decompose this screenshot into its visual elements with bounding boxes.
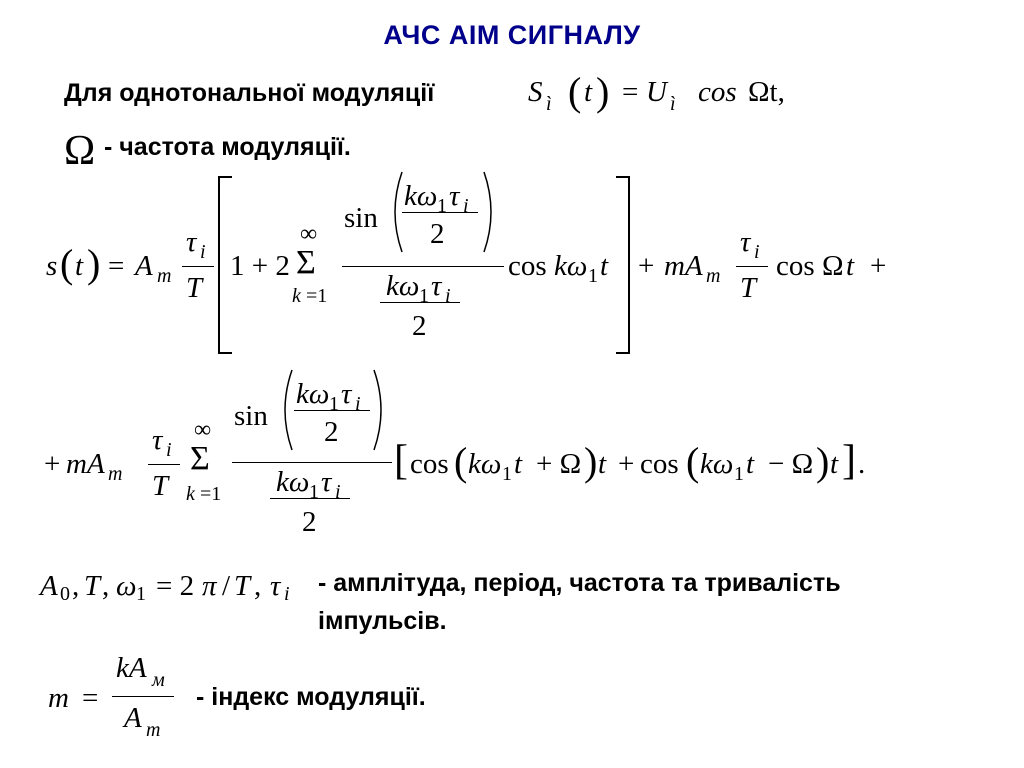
modulation-index-description: - індекс модуляції.	[196, 683, 426, 711]
omega-symbol: Ω	[64, 128, 96, 174]
single-tone-formula: S ì ( t ) = U ì cos Ωt,	[528, 69, 785, 115]
single-tone-label: Для однотональної модуляції	[64, 79, 435, 107]
signal-equation-line1: s ( t ) = A m τ i T 1 + 2 ∞ Σ k =1 sin kω 1 τ i 2 kω 1 τ i 2 cos kω 1 t + mA m τ i T cos Ω t +	[40, 168, 940, 358]
modulation-frequency-label: - частота модуляції.	[104, 133, 351, 161]
modulation-index-formula: m = kA м A m	[44, 646, 194, 746]
signal-equation-line2: + mA m τ i T ∞ Σ k =1 sin kω 1 τ i 2 kω 1 τ i 2 [ cos ( kω 1 t + Ω ) t + cos ( kω 1 t − Ω ) t ] .	[40, 368, 920, 548]
parameters-formula: A 0 , T , ω 1 = 2 π / T , τ i	[40, 570, 290, 605]
parameters-description-line1: - амплітуда, період, частота та тривалість	[318, 569, 841, 597]
slide-title: АЧС АІМ СИГНАЛУ	[383, 20, 641, 50]
parameters-description-line2: імпульсів.	[318, 607, 447, 635]
